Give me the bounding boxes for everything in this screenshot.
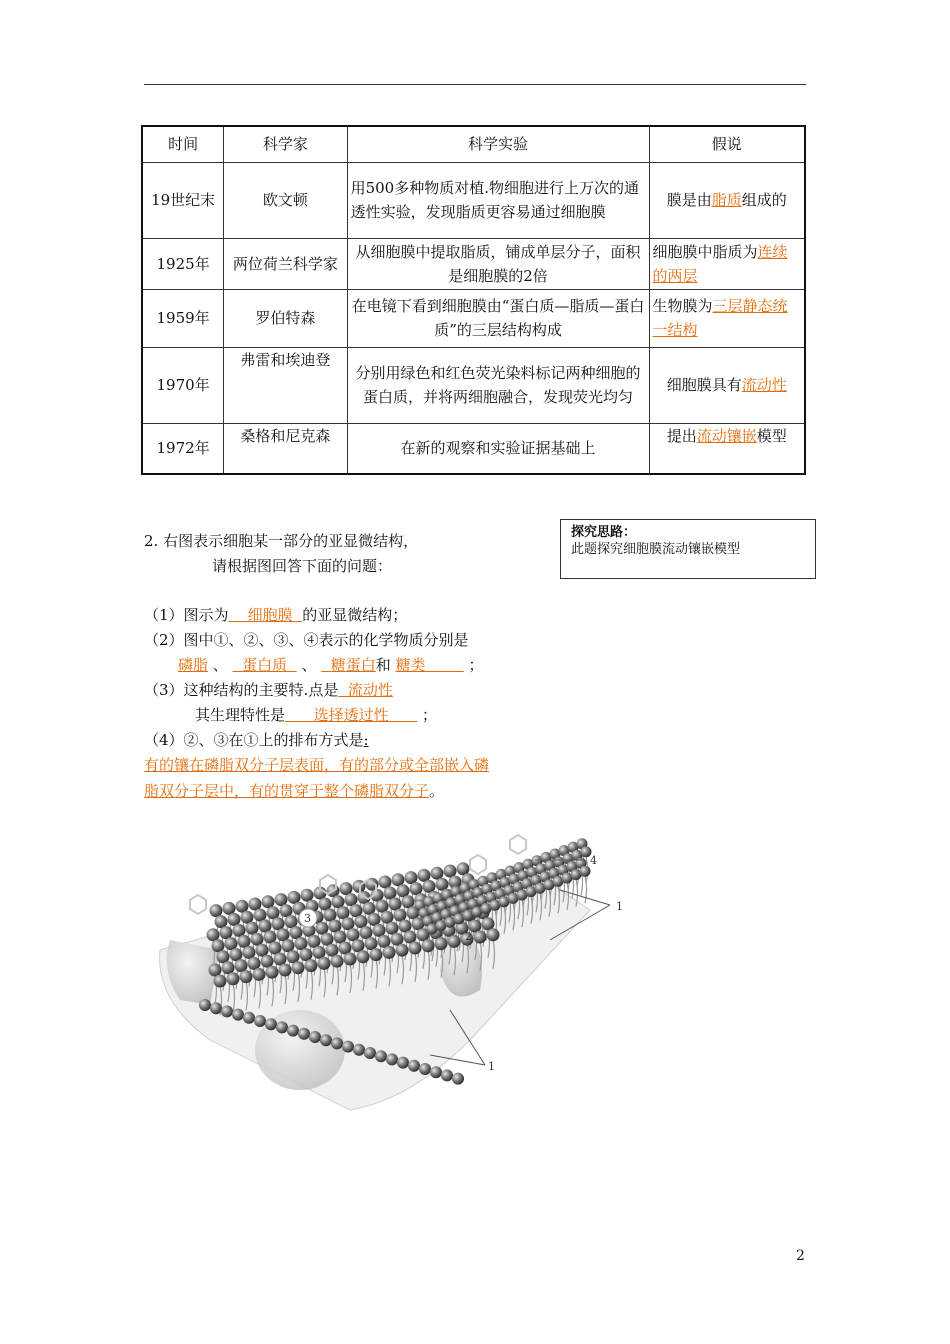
page-number: 2 [796,1248,805,1264]
sq2-answer-3 [321,656,376,674]
phospholipid-head [452,1073,464,1085]
lipid-tail [585,875,587,903]
phospholipid-head [276,1021,288,1033]
figure-label-4: 4 [590,854,597,867]
row-scientist: 两位荷兰科学家 [224,238,347,289]
phospholipid-head [254,1015,266,1027]
question-intro-line2: 请根据图回答下面的问题： [212,557,393,575]
phospholipid-head [580,866,591,877]
hyp-post: 模型 [756,426,787,445]
phospholipid-head [408,1060,420,1072]
sq2-answer-2-text: 蛋白质 [242,656,288,674]
sq2-end: ； [463,656,484,674]
subquestion-4 [144,728,369,753]
hyp-answer: 流动镶嵌 [696,426,757,445]
hyp-pre: 生物膜为 [652,297,713,315]
row-scientist: 罗伯特森 [224,289,347,347]
phospholipid-head [320,1034,332,1046]
table-header-row [142,126,805,162]
row-hypothesis [649,162,805,238]
figure-label-2: 2 [465,930,472,943]
table-row [142,423,805,474]
phospholipid-head [243,1012,255,1024]
phospholipid-head [353,1044,365,1056]
figure-label-1-bottom: 1 [488,1060,495,1073]
phospholipid-head [422,939,435,952]
phospholipid-head [344,953,357,966]
phospholipid-head [221,1005,233,1017]
row-time: 1959年 [142,289,224,347]
phospholipid-head [240,970,253,983]
table-row [142,238,805,289]
row-time: 19世纪末 [142,162,224,238]
header-scientist: 科学家 [224,126,347,162]
sq2-answer-2 [233,656,297,674]
sq3b-answer-text: 选择透过性 [313,706,389,724]
table-row [142,289,805,347]
phospholipid-head [375,1050,387,1062]
phospholipid-head [279,964,292,977]
sq4-end: 。 [429,782,445,800]
history-table [141,125,806,475]
sq3b-end: ； [417,706,438,724]
phospholipid-head [357,950,370,963]
phospholipid-head [253,968,266,981]
row-time: 1970年 [142,347,224,423]
subquestion-3 [144,678,393,703]
sq1-answer-text: 细胞膜 [247,606,293,624]
phospholipid-head [487,928,500,941]
hyp-pre: 细胞膜具有 [666,376,742,394]
phospholipid-head [227,972,240,985]
phospholipid-head [386,1053,398,1065]
row-experiment: 从细胞膜中提取脂质，铺成单层分子，面积是细胞膜的2倍 [347,238,649,289]
phospholipid-head [265,1018,277,1030]
phospholipid-head [441,1069,453,1081]
subquestion-3b [195,703,437,728]
phospholipid-head [305,959,318,972]
hyp-pre: 提出 [666,426,697,445]
row-experiment: 用500多种物质对植.物细胞进行上万次的通透性实验，发现脂质更容易通过细胞膜 [347,162,649,238]
hyp-pre: 膜是由 [666,191,712,209]
hyp-pre: 细胞膜中脂质为 [652,242,758,261]
question-intro-line1: 2. 右图表示细胞某一部分的亚显微结构， [144,532,419,550]
sq4-colon: : [363,731,369,749]
row-experiment: 分别用绿色和红色荧光染料标记两种细胞的蛋白质，并将两细胞融合，发现荧光均匀 [347,347,649,423]
phospholipid-head [364,1047,376,1059]
phospholipid-head [435,937,448,950]
phospholipid-head [342,1041,354,1053]
sq2-answer-4 [396,656,464,674]
sq2-and: 和 [375,656,391,674]
tip-text: 此题探究细胞膜流动镶嵌模型 [571,542,741,557]
lipid-tail [576,879,578,907]
row-experiment: 在新的观察和实验证据基础上 [347,423,649,474]
header-rule [144,84,806,85]
sq1-answer [229,606,303,624]
phospholipid-head [232,1009,244,1021]
sq3-prefix: （3）这种结构的主要特.点是 [144,681,339,699]
row-hypothesis [649,423,805,474]
sq3-answer [338,681,393,699]
membrane-figure [150,830,630,1130]
sq4-answer-text: 有的镶在磷脂双分子层表面，有的部分或全部嵌入磷脂双分子层中，有的贯穿于整个磷脂双分子 [144,756,490,800]
phospholipid-head [287,1025,299,1037]
hyp-answer: 流动性 [741,376,787,394]
phospholipid-head [292,961,305,974]
sq4-prefix: （4）②、③在①上的排布方式是 [144,731,364,749]
row-experiment: 在电镜下看到细胞膜由“蛋白质—脂质—蛋白质”的三层结构构成 [347,289,649,347]
phospholipid-head [298,1028,310,1040]
phospholipid-head [214,975,227,988]
row-scientist: 弗雷和埃迪登 [224,347,347,423]
sq2-answer-1: 磷脂 [178,656,209,674]
subquestion-1 [144,603,407,628]
phospholipid-head [331,955,344,968]
phospholipid-head [430,1066,442,1078]
phospholipid-head [448,935,461,948]
table-row [142,162,805,238]
row-hypothesis [649,238,805,289]
sep: 、 [296,656,322,674]
row-time: 1972年 [142,423,224,474]
phospholipid-head [210,1002,222,1014]
row-scientist: 桑格和尼克森 [224,423,347,474]
figure-label-3: 3 [304,912,311,925]
header-time: 时间 [142,126,224,162]
phospholipid-head [409,942,422,955]
row-hypothesis [649,289,805,347]
sq2-answer-3-text: 糖蛋白 [330,656,376,674]
phospholipid-head [266,966,279,979]
sq3-answer-text: 流动性 [347,681,393,699]
hyp-answer: 连续的两层 [652,242,788,285]
sq1-suffix: 的亚显微结构； [302,606,408,624]
phospholipid-head [397,1057,409,1069]
phospholipid-head [419,1063,431,1075]
tip-box [560,519,816,579]
row-time: 1925年 [142,238,224,289]
tip-title: 探究思路： [571,525,637,540]
row-hypothesis [649,347,805,423]
row-scientist: 欧文顿 [224,162,347,238]
table-row [142,347,805,423]
hyp-answer: 三层静态统一结构 [652,297,788,339]
phospholipid-head [199,999,211,1011]
hyp-post: 组成的 [741,191,787,209]
sq3b-answer [285,706,417,724]
sep: 、 [208,656,233,674]
figure-label-1-top: 1 [616,900,623,913]
phospholipid-head [396,944,409,957]
sq3b-prefix: 其生理特性是 [195,706,286,724]
header-experiment: 科学实验 [347,126,649,162]
phospholipid-head [331,1037,343,1049]
phospholipid-head [474,931,487,944]
subquestion-2-answers [178,653,484,678]
phospholipid-head [370,948,383,961]
subquestion-2: （2）图中①、②、③、④表示的化学物质分别是 [144,631,469,649]
sq1-prefix: （1）图示为 [144,606,229,624]
phospholipid-head [383,946,396,959]
header-hypothesis: 假说 [649,126,805,162]
phospholipid-head [309,1031,321,1043]
hyp-answer: 脂质 [711,191,742,209]
sq2-answer-4-text: 糖类 [395,656,426,674]
phospholipid-head [318,957,331,970]
subquestion-4-answer [144,752,489,804]
